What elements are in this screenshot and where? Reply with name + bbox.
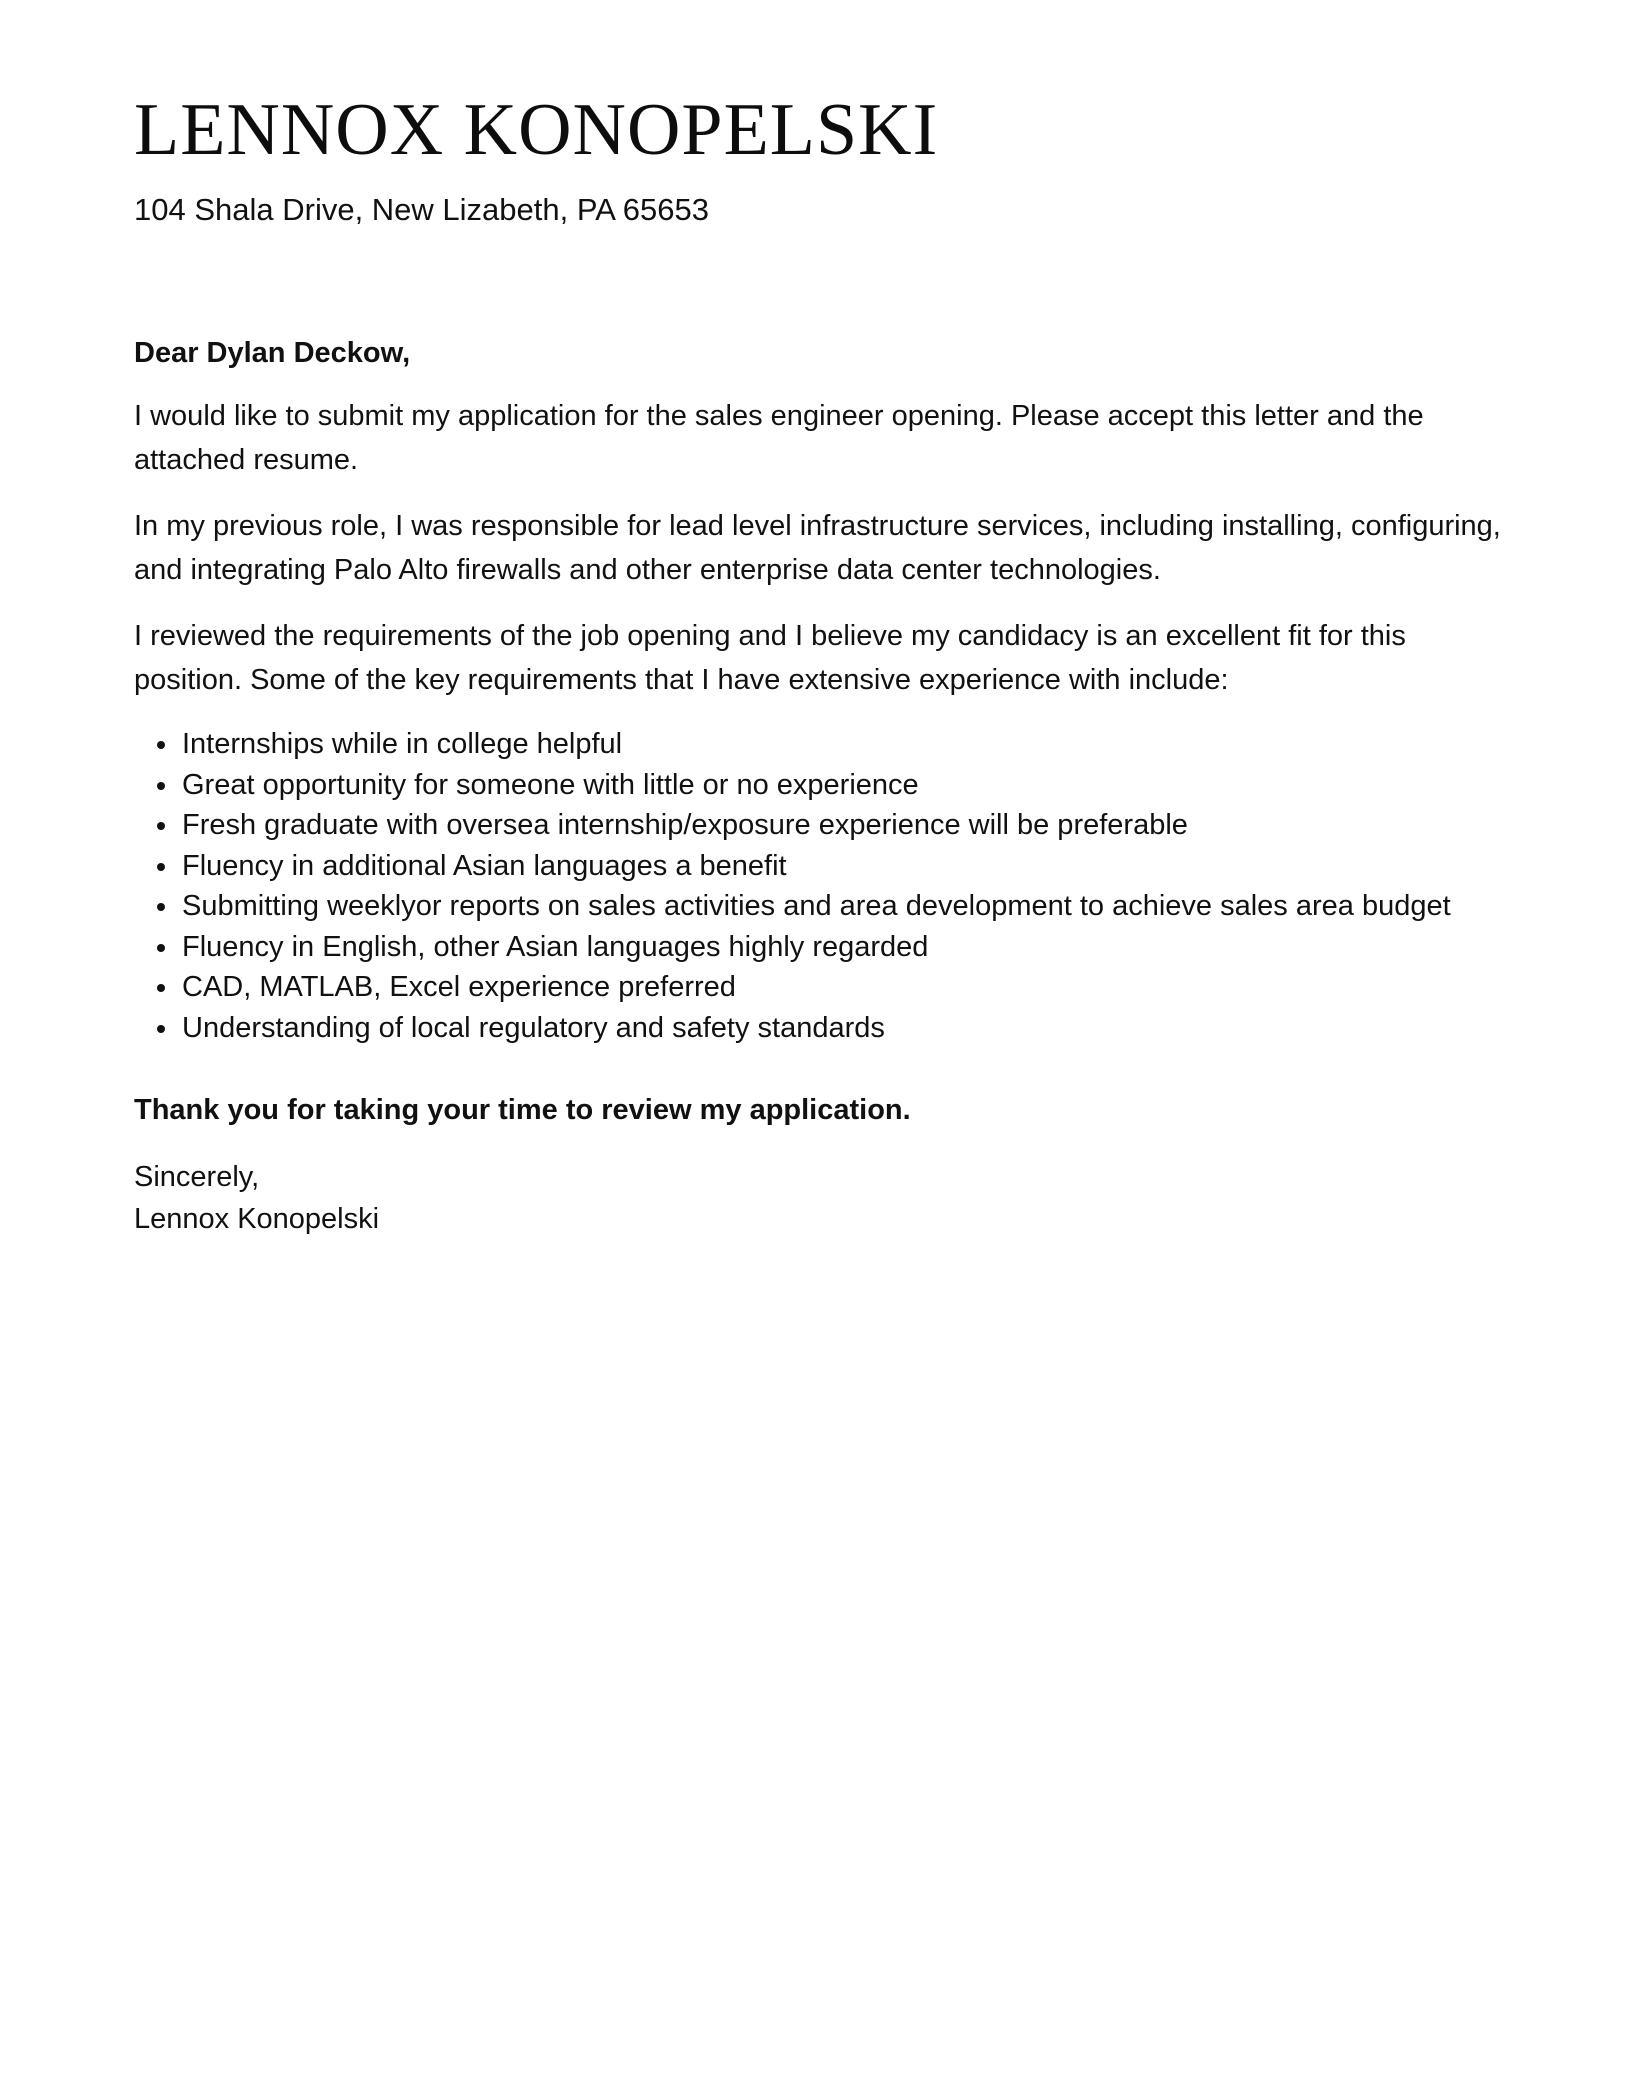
list-item: Submitting weeklyor reports on sales activities and area development to achieve sales area budget	[134, 886, 1504, 927]
applicant-name: LENNOX KONOPELSKI	[134, 89, 939, 171]
closing-line: Thank you for taking your time to review my application.	[134, 1094, 911, 1126]
signoff: Sincerely,	[134, 1161, 260, 1193]
experience-paragraph: In my previous role, I was responsible for lead level infrastructure services, including installing, configuring, and integrating Palo Alto firewalls and other enterprise data center technologies.	[134, 510, 1501, 586]
requirements-list	[134, 724, 1504, 1048]
signoff-block	[134, 1156, 1504, 1240]
salutation: Dear Dylan Deckow,	[134, 337, 411, 369]
applicant-address: 104 Shala Drive, New Lizabeth, PA 65653	[134, 192, 710, 227]
list-item: Internships while in college helpful	[134, 724, 1504, 765]
list-item: Fluency in English, other Asian languages highly regarded	[134, 927, 1504, 968]
requirements-intro-paragraph: I reviewed the requirements of the job opening and I believe my candidacy is an excellent fit for this position. Some of the key requirements that I have extensive experience with include:	[134, 620, 1406, 696]
list-item: CAD, MATLAB, Excel experience preferred	[134, 967, 1504, 1008]
list-item: Fluency in additional Asian languages a benefit	[134, 846, 1504, 887]
list-item: Great opportunity for someone with little or no experience	[134, 765, 1504, 806]
list-item: Understanding of local regulatory and safety standards	[134, 1008, 1504, 1049]
intro-paragraph: I would like to submit my application for the sales engineer opening. Please accept this letter and the attached resume.	[134, 400, 1424, 476]
signature-name: Lennox Konopelski	[134, 1203, 380, 1235]
cover-letter-page	[134, 84, 1504, 1240]
list-item: Fresh graduate with oversea internship/exposure experience will be preferable	[134, 805, 1504, 846]
